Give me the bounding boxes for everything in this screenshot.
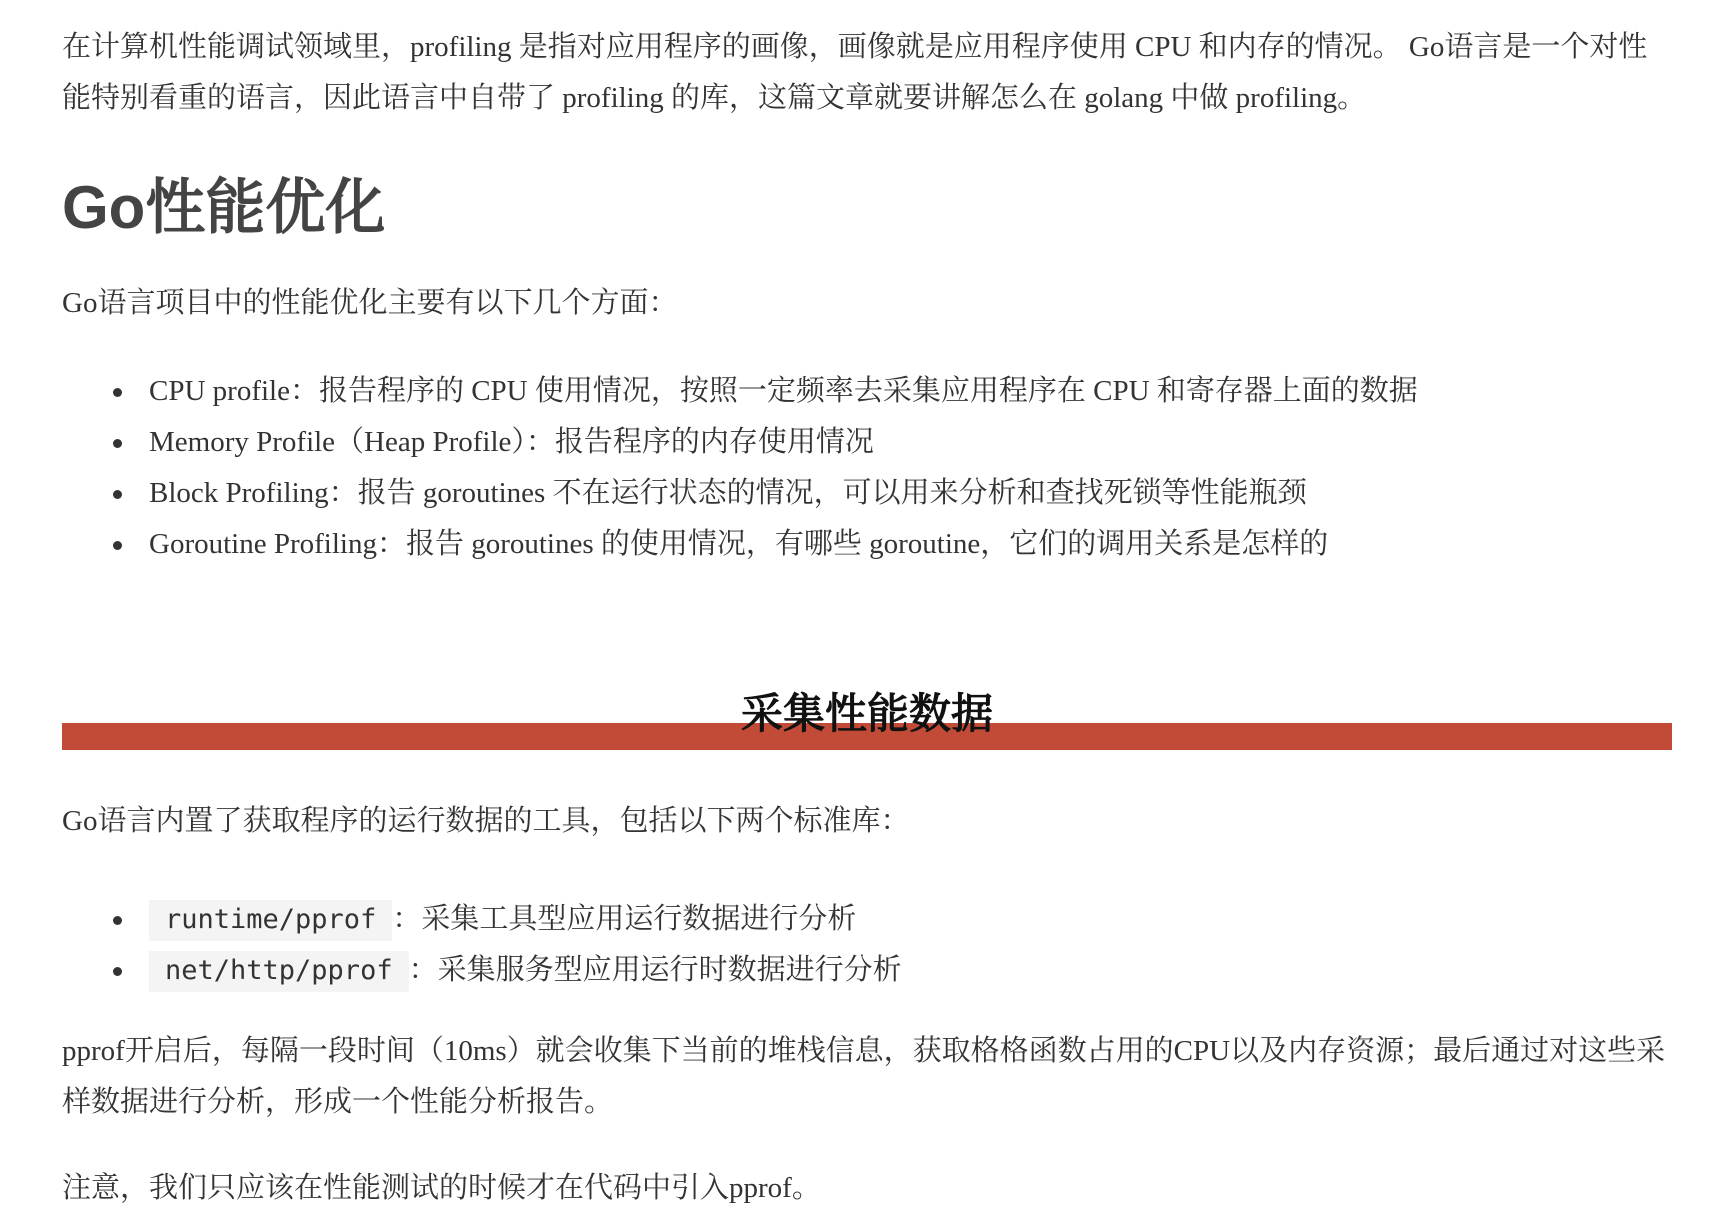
section-title: 采集性能数据 (740, 690, 993, 737)
bullet-icon (113, 916, 122, 925)
bullet-icon (113, 541, 122, 550)
list-item-text: Memory Profile（Heap Profile）：报告程序的内存使用情况 (149, 426, 874, 458)
list-item-text: Goroutine Profiling：报告 goroutines 的使用情况，有哪些 goroutine，它们的调用关系是怎样的 (149, 528, 1329, 560)
list-item (62, 366, 1418, 417)
list-item-text: ：采集服务型应用运行时数据进行分析 (408, 954, 902, 986)
bullet-icon (113, 490, 122, 499)
list-item (62, 417, 1418, 468)
bullet-icon (113, 439, 122, 448)
list-item-text: Block Profiling：报告 goroutines 不在运行状态的情况，可以用来分析和查找死锁等性能瓶颈 (149, 477, 1307, 509)
list-item (62, 468, 1418, 519)
list-item-text: CPU profile：报告程序的 CPU 使用情况，按照一定频率去采集应用程序在 CPU 和寄存器上面的数据 (149, 375, 1418, 407)
inline-code: net/http/pprof (149, 951, 409, 992)
list-item (62, 519, 1418, 570)
section1-lead: Go语言项目中的性能优化主要有以下几个方面： (62, 287, 678, 319)
bullet-icon (113, 967, 122, 976)
list-item-text: ：采集工具型应用运行数据进行分析 (392, 903, 857, 935)
pprof-description: pprof开启后，每隔一段时间（10ms）就会收集下当前的堆栈信息，获取格格函数占用的CPU以及内存资源；最后通过对这些采样数据进行分析，形成一个性能分析报告。 (62, 1035, 1666, 1118)
pprof-note: 注意，我们只应该在性能测试的时候才在代码中引入pprof。 (62, 1172, 821, 1204)
bullet-icon (113, 388, 122, 397)
profile-type-list (62, 366, 1418, 570)
inline-code: runtime/pprof (149, 900, 392, 941)
page-title: Go性能优化 (62, 174, 386, 241)
stdlib-list (62, 894, 902, 996)
list-item (62, 945, 902, 996)
section-heading (62, 686, 1672, 750)
intro-paragraph: 在计算机性能调试领域里，profiling 是指对应用程序的画像，画像就是应用程序使用 CPU 和内存的情况。 Go语言是一个对性能特别看重的语言，因此语言中自带了 profiling 的库，这篇文章就要讲解怎么在 golang 中做 profiling。 (62, 31, 1648, 114)
section2-lead: Go语言内置了获取程序的运行数据的工具，包括以下两个标准库： (62, 805, 910, 837)
list-item (62, 894, 902, 945)
